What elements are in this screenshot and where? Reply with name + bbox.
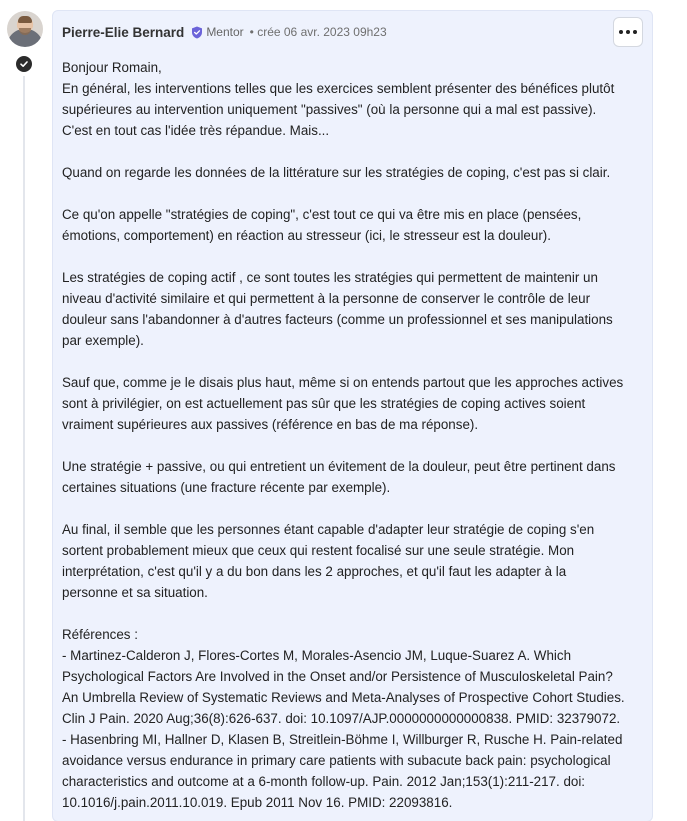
paragraph-gap xyxy=(62,141,654,162)
paragraph-gap xyxy=(62,246,654,267)
paragraph-gap xyxy=(62,498,654,519)
avatar-hair xyxy=(18,16,32,23)
paragraph-gap xyxy=(62,435,654,456)
thread-line xyxy=(23,76,25,821)
post-text-line: Références : xyxy=(62,627,138,642)
post-text-line: Ce qu'on appelle "stratégies de coping", c'est tout ce qui va être mis en place (pensées, xyxy=(62,207,582,222)
post-text-line: Au final, il semble que les personnes étant capable d'adapter leur stratégie de coping s'en xyxy=(62,522,595,537)
post-text-line: Quand on regarde les données de la littérature sur les stratégies de coping, c'est pas si clair. xyxy=(62,165,611,180)
post-text-line: Bonjour Romain, xyxy=(62,60,162,75)
post-text-line: vraiment supérieures aux passives (référence en bas de ma réponse). xyxy=(62,417,479,432)
post-text-line: En général, les interventions telles que les exercices semblent présenter des bénéfices plutôt xyxy=(62,81,615,96)
post-text-line: interprétation, c'est qu'il y a du bon dans les 2 approches, et qu'il faut les adapter à la xyxy=(62,564,567,579)
post-text-line: personne et sa situation. xyxy=(62,585,208,600)
post-text-line: Une stratégie + passive, ou qui entretient un évitement de la douleur, peut être pertinent dans xyxy=(62,459,616,474)
check-icon xyxy=(16,56,32,72)
post-text-line: avoidance versus endurance in primary care patients with subacute back pain: psychological xyxy=(62,753,611,768)
post-text-line: 10.1016/j.pain.2011.10.019. Epub 2011 Nov 16. PMID: 22093816. xyxy=(62,795,453,810)
post-text-line: C'est en tout cas l'idée très répandue. Mais... xyxy=(62,123,330,138)
paragraph-gap xyxy=(62,183,654,204)
post-text-line: - Martinez-Calderon J, Flores-Cortes M, Morales-Asencio JM, Luque-Suarez A. Which xyxy=(62,648,572,663)
paragraph-gap xyxy=(62,351,654,372)
shield-check-icon xyxy=(191,26,203,39)
post-text-line: certaines situations (une fracture récente par exemple). xyxy=(62,480,391,495)
post-text-line: sortent probablement mieux que ceux qui restent focalisé sur une seule stratégie. Mon xyxy=(62,543,575,558)
post-text-line: douleur sans l'abandonner à d'autres facteurs (comme un professionnel et ses manipulations xyxy=(62,312,613,327)
post-text-line: - Hasenbring MI, Hallner D, Klasen B, Streitlein-Böhme I, Willburger R, Rusche H. Pain-related xyxy=(62,732,623,747)
post-body xyxy=(62,57,654,813)
post-text-line: Psychological Factors Are Involved in the Onset and/or Persistence of Musculoskeletal Pain? xyxy=(62,669,613,684)
post-text-line: characteristics and outcome at a 6-month follow-up. Pain. 2012 Jan;153(1):211-217. doi: xyxy=(62,774,586,789)
post-text-line: An Umbrella Review of Systematic Reviews and Meta-Analyses of Prospective Cohort Studies. xyxy=(62,690,625,705)
more-horizontal-icon-dot xyxy=(633,30,637,34)
post-text-line: niveau d'activité similaire et qui permettent à la personne de conserver le contrôle de leur xyxy=(62,291,591,306)
post-text-line: par exemple). xyxy=(62,333,144,348)
post-text-line: supérieures au intervention uniquement "passives" (où la personne qui a mal est passive). xyxy=(62,102,597,117)
post-text-line: Clin J Pain. 2020 Aug;36(8):626-637. doi: 10.1097/AJP.0000000000000838. PMID: 32379072. xyxy=(62,711,621,726)
avatar-beard xyxy=(19,28,31,35)
mentor-badge xyxy=(191,25,243,39)
post-text-line: émotions, comportement) en réaction au stresseur (ici, le stresseur est la douleur). xyxy=(62,228,551,243)
avatar[interactable] xyxy=(7,11,43,47)
thread-gutter xyxy=(0,0,52,821)
post-header xyxy=(62,23,387,41)
post-text-line: Les stratégies de coping actif , ce sont toutes les stratégies qui permettent de maintenir un xyxy=(62,270,598,285)
post-text-line: Sauf que, comme je le disais plus haut, même si on entends partout que les approches actives xyxy=(62,375,624,390)
post-text-line: sont à privilégier, on est actuellement pas sûr que les stratégies de coping actives soient xyxy=(62,396,586,411)
more-options-button[interactable] xyxy=(613,17,643,47)
author-name[interactable]: Pierre-Elie Bernard xyxy=(62,24,185,40)
post-card xyxy=(52,10,653,821)
more-horizontal-icon xyxy=(619,30,623,34)
post-meta: • crée 06 avr. 2023 09h23 xyxy=(249,25,387,39)
mentor-badge-label: Mentor xyxy=(206,25,244,39)
more-horizontal-icon-dot xyxy=(626,30,630,34)
paragraph-gap xyxy=(62,603,654,624)
